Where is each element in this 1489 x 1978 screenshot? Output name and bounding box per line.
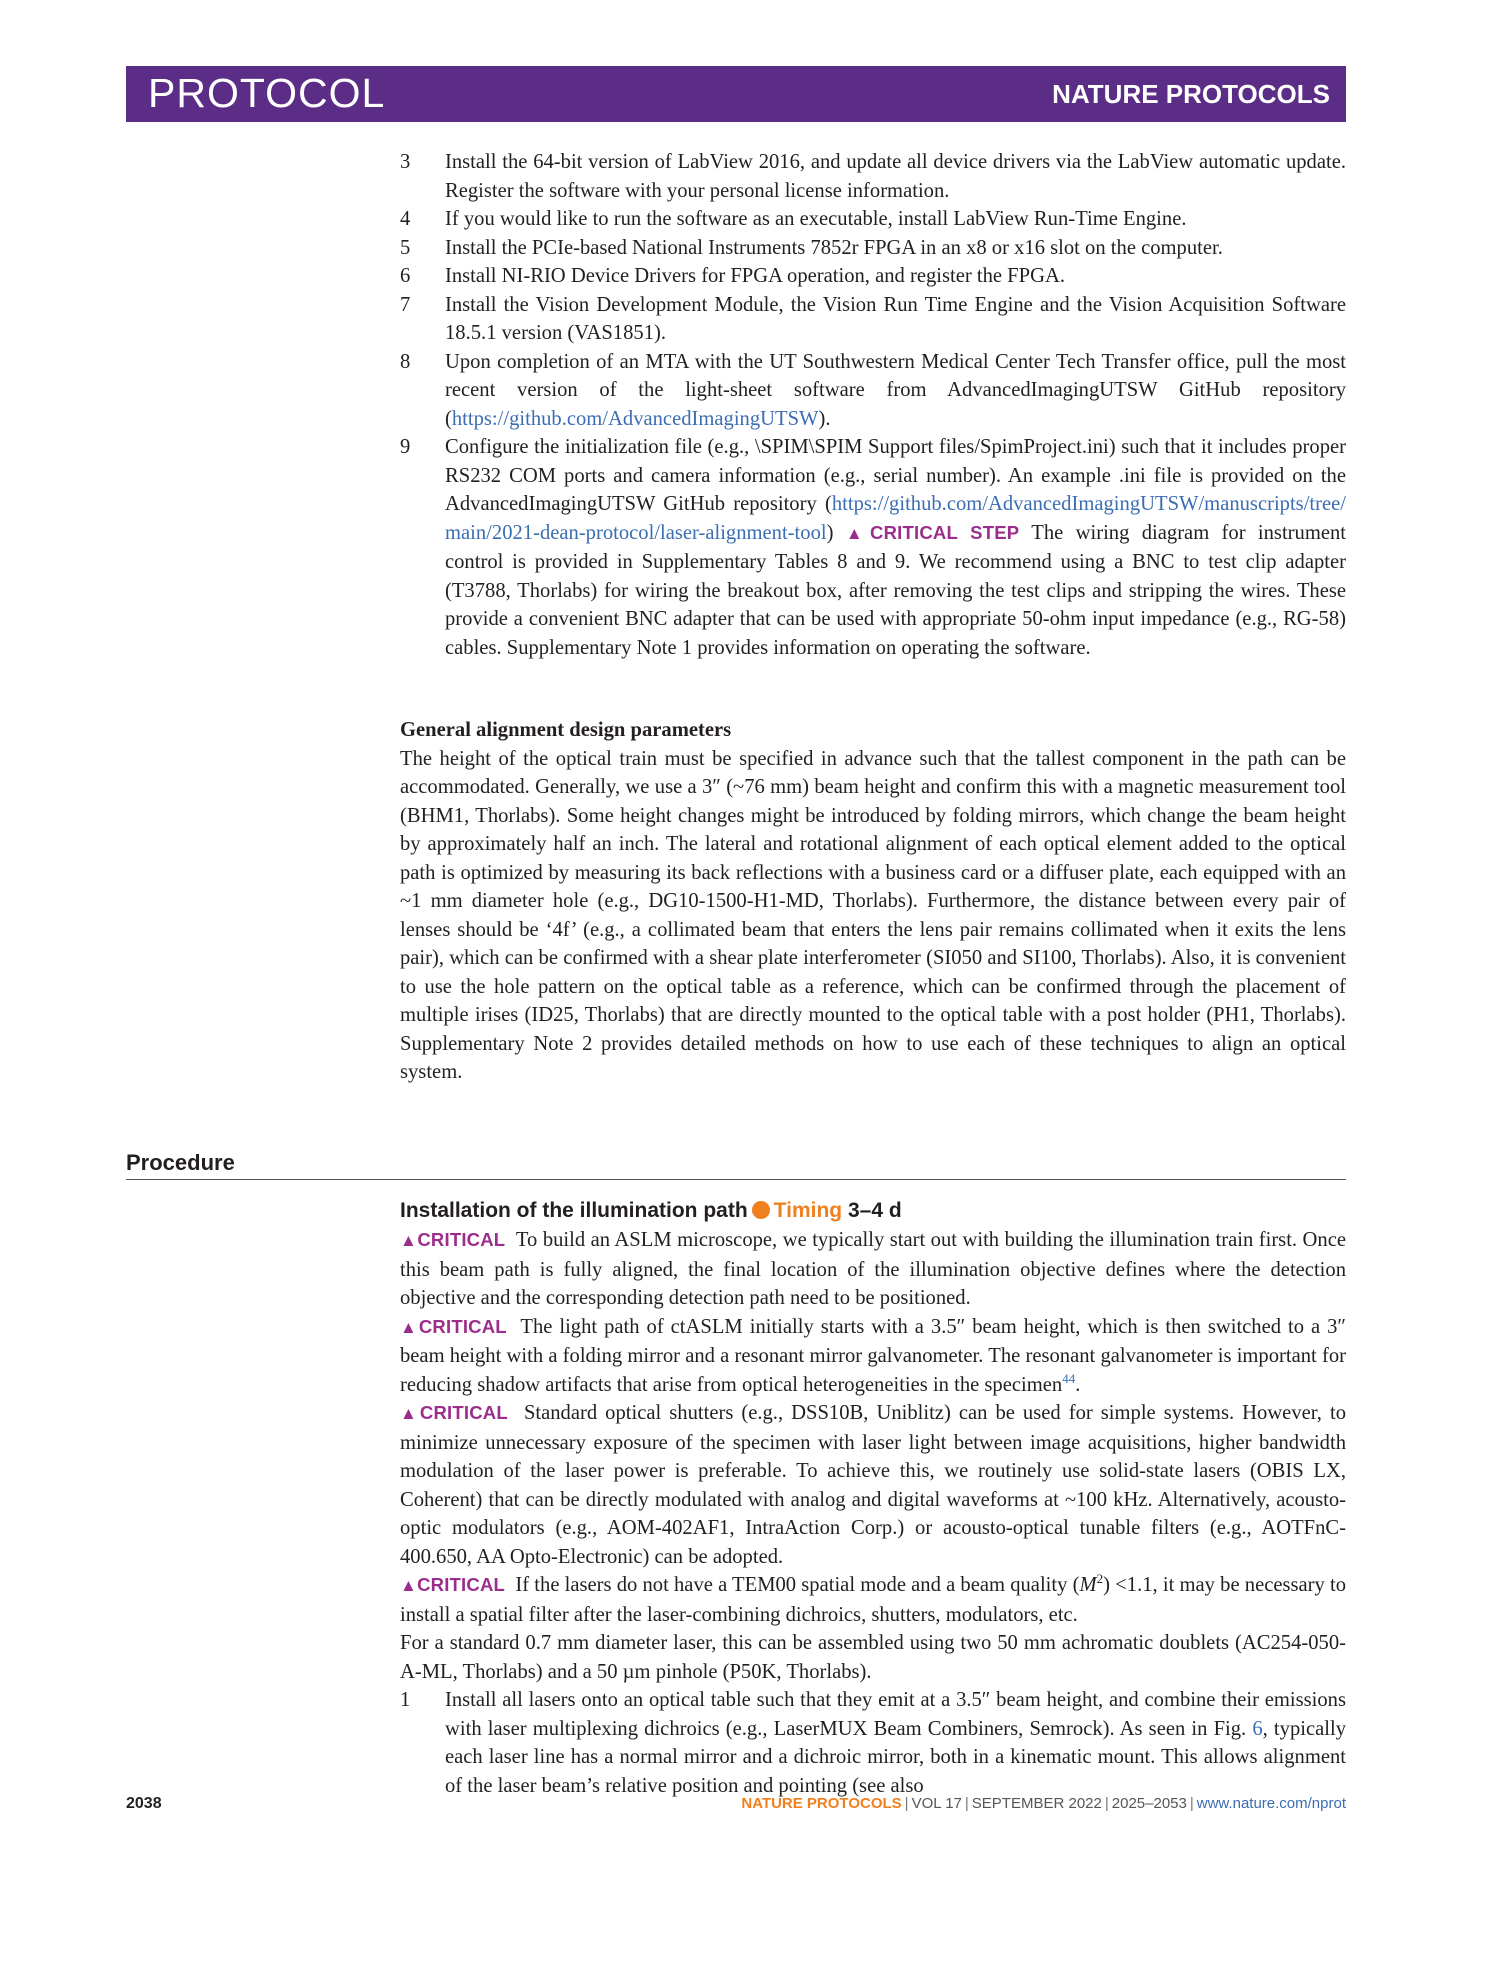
page-number: 2038: [126, 1795, 162, 1812]
triangle-icon: ▲: [400, 1317, 419, 1337]
alignment-section: [400, 716, 1346, 1087]
step-5: 5 Install the PCIe-based National Instruments 7852r FPGA in an x8 or x16 slot on the computer.: [400, 236, 1223, 259]
laser-alignment-tool-link[interactable]: https://github.com/AdvancedImagingUTSW/manuscripts/tree/main/2021-dean-protocol/laser-alignment-tool: [445, 493, 1346, 544]
critical-step-label: ▲CRITICAL STEP: [845, 521, 1020, 543]
critical-note-3: ▲CRITICAL Standard optical shutters (e.g., DSS10B, Uniblitz) can be used for simple systems. However, to minimize unnecessary exposure of the specimen with laser light between image acquisitions, higher bandwidth modulation of the laser power is preferable. To achieve this, we routinely use solid-state lasers (OBIS LX, Coherent) that can be directly modulated with analog and digital waveforms at ~100 kHz. Alternatively, acousto-optic modulators (e.g., AOM-402AF1, IntraAction Corp.) or acousto-optical tunable filters (e.g., AOTFnC-400.650, AA Opto-Electronic) can be adopted.: [400, 1402, 1347, 1568]
triangle-icon: ▲: [400, 1404, 420, 1423]
journal-name: NATURE PROTOCOLS: [1052, 79, 1330, 109]
alignment-title: General alignment design parameters: [400, 719, 732, 741]
step-3: 3 Install the 64-bit version of LabView 2016, and update all device drivers via the LabView automatic update. Register the software with your personal license information.: [400, 151, 1346, 202]
footer-citation: NATURE PROTOCOLS | VOL 17 | SEPTEMBER 2022 | 2025–2053 | www.nature.com/nprot: [741, 1795, 1346, 1812]
alignment-body: The height of the optical train must be specified in advance such that the tallest component in the path can be accommodated. Generally, we use a 3″ (~76 mm) beam height and confirm this with a magnetic measurement tool (BHM1, Thorlabs). Some height changes might be introduced by folding mirrors, which change the beam height by approximately half an inch. The lateral and rotational alignment of each optical element added to the optical path is optimized by measuring its back reflections with a business card or a diffuser plate, each equipped with an ~1 mm diameter hole (e.g., DG10-1500-H1-MD, Thorlabs). Furthermore, the distance between every pair of lenses should be ‘4f’ (e.g., a collimated beam that enters the lens pair remains collimated when it exits the lens pair), which can be confirmed with a shear plate interferometer (SI050 and SI100, Thorlabs). Also, it is convenient to use the hole pattern on the optical table as a reference, which can be confirmed through the placement of multiple irises (ID25, Thorlabs) that are directly mounted to the optical table with a post holder (PH1, Thorlabs). Supplementary Note 2 provides detailed methods on how to use each of these techniques to align an optical system.: [400, 747, 1346, 1083]
github-link[interactable]: https://github.com/AdvancedImagingUTSW: [451, 407, 819, 430]
triangle-icon: ▲: [845, 523, 871, 543]
procedure-heading: Procedure: [126, 1150, 1346, 1180]
step-1: 1 Install all lasers onto an optical table such that they emit at a 3.5″ beam height, and combine their emissions with laser multiplexing dichroics (e.g., LaserMUX Beam Combiners, Semrock). As seen in Fig. 6, typically each laser line has a normal mirror and a dichroic mirror, both in a kinematic mount. This allows alignment of the laser beam’s relative position and pointing (see also: [400, 1689, 1346, 1797]
spatial-filter-paragraph: For a standard 0.7 mm diameter laser, this can be assembled using two 50 mm achromatic doublets (AC254-050-A-ML, Thorlabs) and a 50 µm pinhole (P50K, Thorlabs).: [400, 1632, 1346, 1683]
step-4: 4 If you would like to run the software as an executable, install LabView Run-Time Engine.: [400, 208, 1187, 230]
timing-icon: [752, 1201, 770, 1219]
reference-44[interactable]: 44: [1062, 1370, 1076, 1386]
step-7: 7 Install the Vision Development Module, the Vision Run Time Engine and the Vision Acquisition Software 18.5.1 version (VAS1851).: [400, 293, 1346, 344]
critical-note-4: ▲CRITICAL If the lasers do not have a TEM00 spatial mode and a beam quality $(M^2) <1.1$, it may be necessary to install a spatial filter after the laser-combining dichroics, shutters, modulators, etc.: [400, 1571, 1347, 1626]
triangle-icon: ▲: [400, 1576, 418, 1595]
step-9: 9 Configure the initialization file (e.g., \SPIM\SPIM Support files/SpimProject.ini) such that it includes proper RS232 COM ports and camera information (e.g., serial number). An example .ini file is provided on the AdvancedImagingUTSW GitHub repository (https://github.com/AdvancedImagingUTSW/manuscripts/tree/main/2021-dean-protocol/laser-alignment-tool) ▲CRITICAL STEP The wiring diagram for instrument control is provided in Supplementary Tables 8 and 9. We recommend using a BNC to test clip adapter (T3788, Thorlabs) for wiring the breakout box, after removing the test clips and stripping the wires. These provide a convenient BNC adapter that can be used with appropriate 50-ohm input impedance (e.g., RG-58) cables. Supplementary Note 1 provides information on operating the software.: [400, 436, 1346, 659]
header-bar: [126, 66, 1346, 122]
illumination-section: [400, 1196, 1346, 1800]
journal-url[interactable]: www.nature.com/nprot: [1196, 1795, 1346, 1812]
critical-note-2: ▲CRITICAL The light path of ctASLM initially starts with a 3.5″ beam height, which is then switched to a 3″ beam height with a folding mirror and a resonant mirror galvanometer. The resonant galvanometer is important for reducing shadow artifacts that arise from optical heterogeneities in the specimen$^{44}$.: [400, 1315, 1346, 1396]
triangle-icon: ▲: [400, 1231, 418, 1250]
critical-note-1: ▲CRITICAL To build an ASLM microscope, we typically start out with building the illumination train first. Once this beam path is fully aligned, the final location of the illumination objective defines where the detection objective and the corresponding detection path need to be positioned.: [400, 1229, 1346, 1309]
section-label: PROTOCOL: [148, 70, 386, 116]
steps-top: [400, 148, 1346, 662]
illumination-title: Installation of the illumination path Timing 3–4 d: [400, 1199, 902, 1222]
step-6: 6 Install NI-RIO Device Drivers for FPGA operation, and register the FPGA.: [400, 265, 1065, 287]
step-8: 8 Upon completion of an MTA with the UT Southwestern Medical Center Tech Transfer office, pull the most recent version of the light-sheet software from AdvancedImagingUTSW GitHub repository (https://github.com/AdvancedImagingUTSW).: [400, 350, 1346, 430]
figure-6-link[interactable]: 6: [1252, 1717, 1263, 1740]
